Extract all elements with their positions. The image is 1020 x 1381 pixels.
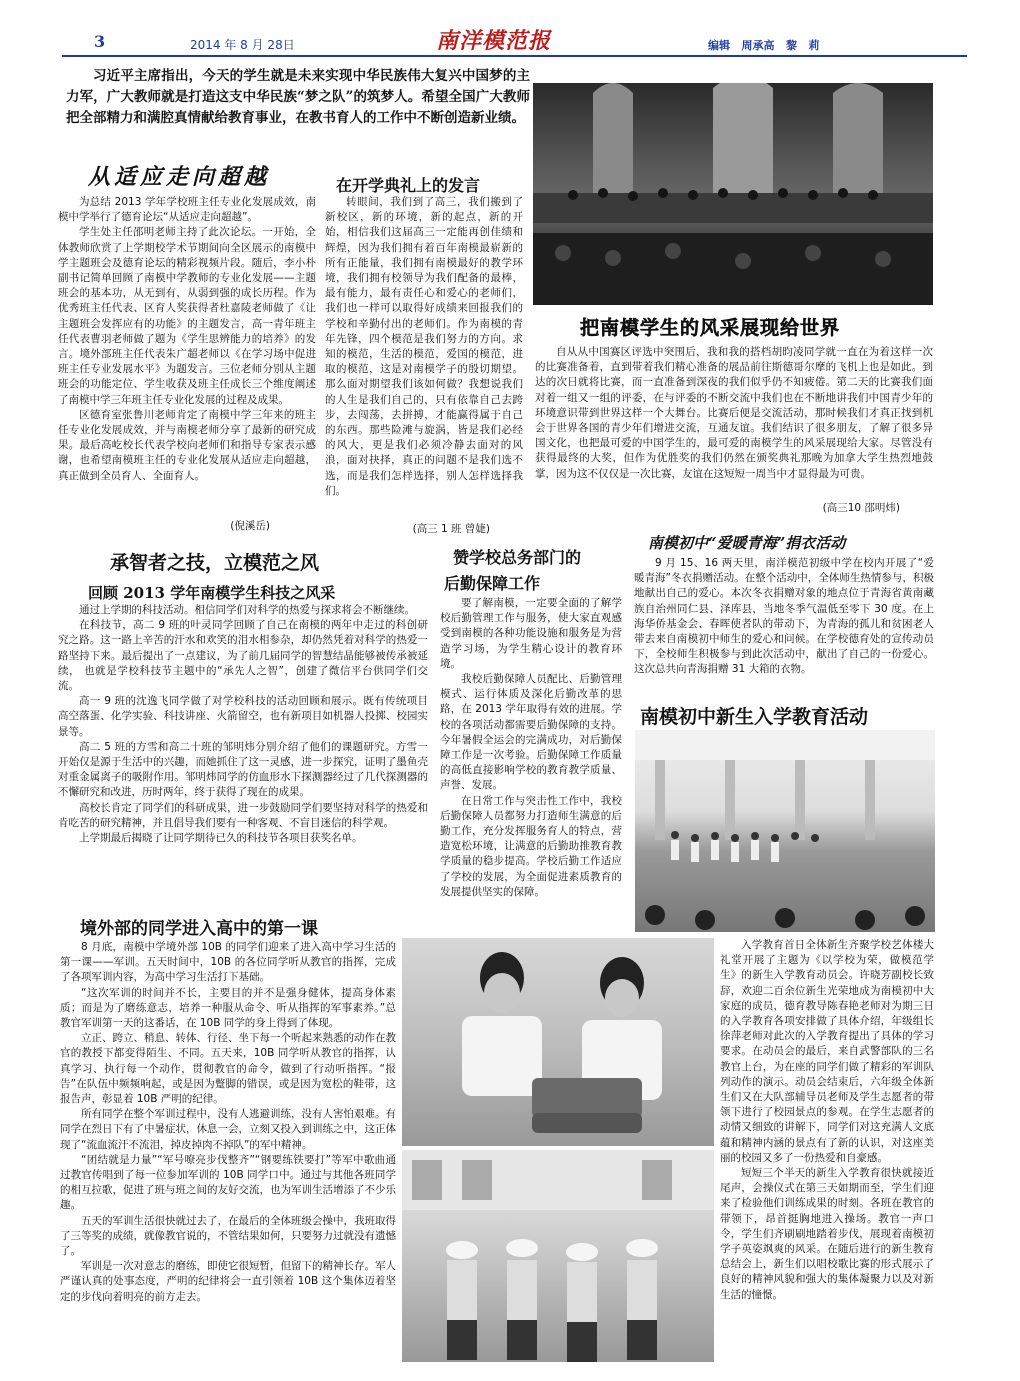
header-rule [62, 55, 967, 57]
article4-paragraph: 高二 5 班的方雪和高二十班的邹明炜分别介绍了他们的课题研究。方雪一开始仅是源于生活中的兴趣，而她抓住了这一灵感，进一步探究，证明了墨鱼壳对重金属离子的吸附作用。邹明炜同学的仿血形水下探测器经过了几代探测器的不懈研究和改进，历时两年，终于获得了现在的成果。 [58, 740, 428, 799]
article8-paragraph: “这次军训的时间并不长，主要目的并不是强身健体，提高身体素质；而是为了磨练意志，培养一种服从命令、听从指挥的军事素养。”总教官军训第一天的这番话，在 10B 同学的身上得到了体现。 [60, 986, 396, 1030]
article6-paragraph: 9 月 15、16 两天里，南洋模范初级中学在校内开展了“爱暖青海”冬衣捐赠活动。在整个活动中，全体师生热情参与，积极地献出自己的爱心。本次冬衣捐赠对象的地点位于青海省黄南藏族自治州同仁县、泽库县，当地冬季气温低至零下 30 度。在上海华侨基金会、春晖使者队的带动下，为青海的孤儿和贫困老人带去来自南模初中师生的爱心和问候。在学校德育处的宣传动员下，全校师生积极参与到此次活动中，献出了自己的一份爱心。这次总共向青海捐赠 31 大箱的衣物。 [634, 557, 934, 676]
article8-paragraph: 立正、跨立、稍息、转体、行径、坐下每一个听起来熟悉的动作在教官的教授下都变得陌生、不同。五天来，10B 同学听从教官的指挥，认真学习、执行每一个动作，贯彻教官的命令，做到了行动听指挥。“报告”在队伍中频频响起，或是因为蹩脚的错误，或是因为宽松的鞋带，这报告声，彰显着 10B 严明的纪律。 [60, 1032, 396, 1106]
assembly-illustration [635, 730, 935, 932]
article7-paragraph: 短短三个半天的新生入学教育很快就接近尾声，会操仪式在第三天如期而至，学生们迎来了检验他们训练成果的时刻。各班在教官的带领下，昂首挺胸地进入操场。教官一声口令，学生们齐刷刷地踏着步伐，展现着南模初学子英姿飒爽的风采。在随后进行的新生教育总结会上，新生们以唱校歌比赛的形式展示了良好的精神风貌和强大的集体凝聚力以及对新生活的憧憬。 [720, 1167, 934, 1301]
article5-paragraph: 在日常工作与突击性工作中，我校后勤保障人员都努力打造师生满意的后勤工作，充分发挥服务育人的特点，营造宽松环境，让满意的后勤助推教育教学质量的稳步提高。学校后勤工作适应了学校的发展，为全面促进素质教育的发展提供坚实的保障。 [440, 794, 622, 898]
page-number: 3 [94, 32, 106, 51]
article4-body [58, 603, 428, 903]
article4-paragraph: 高校长肯定了同学们的科研成果，进一步鼓励同学们要坚持对科学的热爱和肯吃苦的研究精神，并且倡导我们要有一种客观、不盲目迷信的科学观。 [58, 801, 428, 829]
article8-paragraph: 8 月底，南模中学境外部 10B 的同学们迎来了进入高中学习生活的第一课——军训。五天时间中，10B 的各位同学听从教官的指挥，完成了各项军训内容，为高中学习生活打下基础。 [60, 941, 396, 984]
article7-body [720, 938, 934, 1363]
article8-paragraph: 所有同学在整个军训过程中，没有人逃避训练，没有人害怕艰难。有同学在烈日下有了中暑症状，休息一会，立刻又投入到训练之中，这正体现了“流血流汗不流泪，掉皮掉肉不掉队”的军中精神。 [60, 1108, 396, 1151]
military-parade-photo [402, 1150, 714, 1362]
article1-paragraph: 学生处主任邵明老师主持了此次论坛。一开始，全体教师欣赏了上学期校学术节期间向全区展示的南模中学主题班会及德育论坛的精彩视频片段。随后，李小朴副书记简单回顾了南模中学教师的专业化发展——主题班会的基本功，从无到有，从弱到强的成长历程。作为优秀班主任代表、区育人奖获得者杜嘉陵老师做了《让主题班会发挥应有的功能》的主题发言，高一青年班主任代表曹羽老师做了题为《学生思辨能力的培养》的发言。境外部班主任代表朱广超老师以《在学习场中促进班主任专业发展水平》为题发言。三位老师分别从主题班会的功能定位、学生收获及班主任成长三个维度阐述了南模中学三年班主任专业化发展的过程及成果。 [58, 226, 316, 406]
ceremony-illustration [533, 83, 933, 305]
article5-paragraph: 要了解南模，一定要全面的了解学校后勤管理工作与服务，使大家直观感受到南模的各种功能设施和服务是为营造学习场，为学生精心设计的教育环境。 [440, 597, 622, 670]
article3-body [535, 345, 933, 500]
article5-title-line1: 赞学校总务部门的 [453, 548, 582, 567]
article4-paragraph: 上学期最后揭晓了让同学期待已久的科技节各项目获奖名单。 [79, 832, 363, 845]
article6-body [634, 556, 934, 696]
article3-title: 把南模学生的风采展现给世界 [580, 317, 841, 339]
article1-title: 从适应走向超越 [88, 164, 271, 190]
article4-paragraph: 在科技节，高二 9 班的叶灵同学回顾了自己在南模的两年中走过的科创研究之路。这一路上辛苦的汗水和欢笑的泪水相参杂，却仍然凭着对科学的热爱一路坚持下来。最后提出了一点建议，为了前几届同学的智慧结晶能够被传承被延续， 也就是学校科技节主题中的“承先人之智”，创建了微信平台供同学们交流。 [58, 619, 428, 693]
article7-title: 南模初中新生入学教育活动 [640, 706, 869, 728]
article1-author: (倪溪岳) [230, 520, 270, 532]
editors: 编辑 周承高 黎 莉 [708, 39, 820, 52]
article3-author: (高三10 邵明炜) [822, 502, 900, 514]
article2-author: (高三 1 班 曾婕) [412, 523, 490, 535]
article1-paragraph: 区德育室张鲁川老师肯定了南模中学三年来的班主任专业化发展成效，并与南模老师分享了最新的研究成果。最后高屹校长代表学校向老师们和指导专家表示感谢，也希望南模班主任的专业化发展从适应走向超越，真正做到全员育人、全面育人。 [58, 408, 316, 482]
article4-paragraph: 高一 9 班的沈逸飞同学做了对学校科技的活动回顾和展示。既有传统项目高空落蛋、化学实验、科技讲座、火箭留空，也有新项目如机器人投掷、校园实景等。 [58, 695, 428, 738]
article2-body [325, 195, 523, 520]
article1-body [58, 195, 316, 525]
article8-paragraph: “团结就是力量”“军号嘹亮步伐整齐”“钢要练铁要打”等军中歌曲通过教官传唱到了每一位参加军训的 10B 同学口中。通过与其他各班同学的相互拉歌，促进了班与班之间的友好交流，也为军训生活增添了不少乐趣。 [60, 1153, 396, 1212]
article1-paragraph: 为总结 2013 学年学校班主任专业化发展成效，南模中学举行了德育论坛“从适应走向超越”。 [58, 196, 316, 224]
masthead: 南洋模范报 [436, 28, 552, 54]
article4-title: 承智者之技，立模范之风 [110, 552, 320, 574]
article8-paragraph: 五天的军训生活很快就过去了，在最后的全体班级会操中，我班取得了三等奖的成绩，就像教官说的，不管结果如何，只要努力过就没有遗憾了。 [60, 1214, 396, 1258]
graduation-ceremony-photo [533, 83, 933, 305]
article2-paragraph: 转眼间，我们到了高三，我们搬到了新校区，新的环境，新的起点，新的开始，相信我们这届高三一定能再创佳绩和辉煌，因为我们拥有着百年南模最崭新的所有正能量，我们拥有南模最好的教学环境，我们拥有校领导为我们配备的最棒，最有能力，最有责任心和爱心的老师们，我们也一样可以取得好成绩来回报我们的学校和辛勤付出的老师们。作为南模的青年先锋，四个模范是我们努力的方向。求知的模范，生活的模范，爱国的模范，进取的模范，这是对南模学子的殷切期望。那么面对期望我们该如何做？我想说我们的人生是我们自己的，只有依靠自己去跨步，去闯荡，去拼搏，才能赢得属于自己的东西。那些险滩与旋涡，皆是我们必经的风大，更是我们必须冷静去面对的风浪，面对抉择，真正的问题不是我们选不选，而是我们怎样选择，别人怎样选择我们。 [325, 196, 523, 497]
article5-title-line2: 后勤保障工作 [444, 574, 541, 593]
article3-paragraph: 自从从中国赛区评选中突围后，我和我的搭档胡昀凌同学就一直在为着这样一次的比赛准备着，直到带着我们精心准备的展品前往斯德哥尔摩的飞机上也是如此。到达的次日就将比赛，而一直准备到深夜的我们似乎仍不知疲倦。第二天的比赛我们面对着一组又一组的评委，在与评委的不断交流中我们也在不断地讲我们中国青少年的环境意识带到世界这样一个大舞台。比赛后便是交流活动，那时候我们才真正找到机会于世界各国的青少年们增进交流，互通友谊。我们结识了很多朋友，了解了很多异国文化，也把最可爱的中国学生的，最可爱的南模学生的风采展现给大家。尽管没有获得最终的大奖，但作为优胜奖的我们仍然在颁奖典礼那晚为加拿大学生热烈地鼓掌，因为这不仅仅是一次比赛，友谊在这短短一周当中才显得最为可贵。 [535, 346, 933, 480]
article8-body [60, 940, 396, 1360]
parade-illustration [402, 1150, 714, 1362]
training-students-illustration [402, 938, 714, 1146]
article5-paragraph: 我校后勤保障人员配比、后勤管理模式、运行体质及深化后勤改革的思路，在 2013 学年取得有效的进展。学校的各项活动都需要后勤保障的支持。今年暑假全运会的完满成功，对后勤保障工作是一次考验。后勤保障工作质量的高低直接影响学校的教育教学质量、声誉、发展。 [440, 673, 622, 792]
article8-title: 境外部的同学进入高中的第一课 [80, 919, 318, 939]
junior-assembly-photo [635, 730, 935, 932]
article4-subtitle: 回顾 2013 学年南模学生科技之风采 [88, 584, 336, 602]
xi-quote: 习近平主席指出，今天的学生就是未来实现中华民族伟大复兴中国梦的主力军，广大教师就是打造这支中华民族“梦之队”的筑梦人。希望全国广大教师把全部精力和满腔真情献给教育事业，在教书育人的工作中不断创造新业绩。 [66, 68, 530, 126]
article7-paragraph: 入学教育首日全体新生齐聚学校艺体楼大礼堂开展了主题为《以学校为荣，做模范学生》的新生入学教育动员会。许晓芳副校长致辞，欢迎二百余位新生光荣地成为南模初中大家庭的成员，德育教导陈春艳老师对为期三日的入学教育各项安排做了具体介绍，年级组长徐萍老师对此次的入学教育提出了具体的学习要求。在动员会的最后，来自武警部队的三名教官上台，为在座的同学们做了精彩的军训队列动作的演示。动员会结束后，六年级全体新生们又在大队部辅导员老师及学生志愿者的带领下进行了校园景点的参观。在学生志愿者的动情又细致的讲解下，同学们对这充满人文底蕴和精神内涵的景点有了新的认识，对这座美丽的校园又多了一份热爱和自豪感。 [720, 939, 934, 1164]
article2-title: 在开学典礼上的发言 [336, 176, 481, 195]
article5-body [440, 596, 622, 934]
article8-paragraph: 军训是一次对意志的磨练，即使它很短暂，但留下的精神长存。军人严谨认真的处事态度，严明的纪律将会一直引领着 10B 这个集体迈着坚定的步伐向着明亮的前方走去。 [60, 1260, 396, 1303]
military-training-students-photo [402, 938, 714, 1146]
article6-title: 南模初中“爱暖青海”捐衣活动 [648, 534, 846, 552]
article4-paragraph: 通过上学期的科技活动。相信同学们对科学的热爱与探求将会不断继续。 [79, 604, 415, 616]
issue-date: 2014 年 8 月 28日 [190, 38, 295, 52]
